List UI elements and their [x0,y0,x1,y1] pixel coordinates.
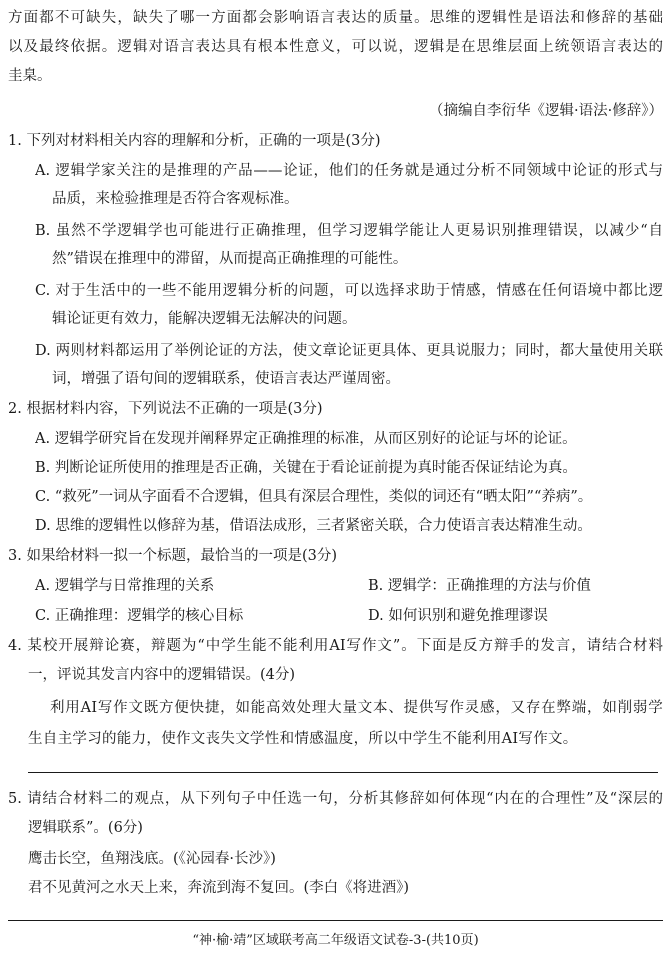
q5-stem-line1: 5. 请结合材料二的观点，从下列句子中任选一句，分析其修辞如何体现“内在的合理性”及“深层的 [8,791,663,807]
q1-stem: 1. 下列对材料相关内容的理解和分析，正确的一项是(3分) [8,133,381,149]
q3-option-d: D. 如何识别和避免推理谬误 [368,608,548,624]
q1-option-c-line1: C. 对于生活中的一些不能用逻辑分析的问题，可以选择求助于情感，情感在任何语境中都比逻 [35,283,663,299]
q2-stem: 2. 根据材料内容，下列说法不正确的一项是(3分) [8,401,323,417]
q4-stem-line1: 4. 某校开展辩论赛，辩题为“中学生能不能利用AI写作文”。下面是反方辩手的发言，请结合材料 [8,638,663,654]
q3-option-c: C. 正确推理：逻辑学的核心目标 [35,608,244,624]
passage-source: （摘编自李衍华《逻辑·语法·修辞》） [429,103,663,119]
q5-poem-2: 君不见黄河之水天上来，奔流到海不复回。(李白《将进酒》) [28,880,410,896]
q1-option-a-line1: A. 逻辑学家关注的是推理的产品——论证，他们的任务就是通过分析不同领域中论证的形式与 [35,163,663,179]
passage-line-2: 以及最终依据。逻辑对语言表达具有根本性意义，可以说，逻辑是在思维层面上统领语言表达的 [8,39,663,55]
q1-option-a-line2: 品质，来检验推理是否符合客观标准。 [52,191,299,207]
q2-option-d: D. 思维的逻辑性以修辞为基，借语法成形，三者紧密关联，合力使语言表达精准生动。 [35,518,592,534]
q2-option-b: B. 判断论证所使用的推理是否正确，关键在于看论证前提为真时能否保证结论为真。 [35,460,577,476]
q2-option-a: A. 逻辑学研究旨在发现并阐释界定正确推理的标准，从而区别好的论证与坏的论证。 [35,431,577,447]
q1-option-b-line2: 然”错误在推理中的滞留，从而提高正确推理的可能性。 [52,251,408,267]
q3-option-b: B. 逻辑学：正确推理的方法与价值 [368,578,591,594]
q4-stem-line2: 一，评说其发言内容中的逻辑错误。(4分) [28,667,296,683]
page-footer: “神·榆·靖”区域联考高二年级语文试卷-3-(共10页) [192,933,479,948]
passage-line-1: 方面都不可缺失，缺失了哪一方面都会影响语言表达的质量。思维的逻辑性是语法和修辞的基础 [8,10,663,26]
q1-option-b-line1: B. 虽然不学逻辑学也可能进行正确推理，但学习逻辑学能让人更易识别推理错误，以减少“自 [35,223,663,239]
passage-line-3: 圭臬。 [8,68,52,84]
q5-stem-line2: 逻辑联系”。(6分) [28,820,143,836]
q4-quote-line2: 生自主学习的能力，使作文丧失文学性和情感温度，所以中学生不能利用AI写作文。 [28,731,578,747]
q4-quote-line1: 利用AI写作文既方便快捷，如能高效处理大量文本、提供写作灵感，又存在弊端，如削弱学 [50,700,663,716]
q3-stem: 3. 如果给材料一拟一个标题，最恰当的一项是(3分) [8,548,337,564]
q3-option-a: A. 逻辑学与日常推理的关系 [35,578,215,594]
q1-option-c-line2: 辑论证更有效力，能解决逻辑无法解决的问题。 [52,311,357,327]
q1-option-d-line2: 词，增强了语句间的逻辑联系，使语言表达严谨周密。 [52,371,400,387]
q5-poem-1: 鹰击长空，鱼翔浅底。(《沁园春·长沙》) [28,851,276,867]
answer-line [28,772,658,773]
q2-option-c: C. “救死”一词从字面看不合逻辑，但具有深层合理性，类似的词还有“晒太阳”“养病”。 [35,489,593,505]
footer-rule [8,920,663,921]
q1-option-d-line1: D. 两则材料都运用了举例论证的方法，使文章论证更具体、更具说服力；同时，都大量使用关联 [35,343,663,359]
